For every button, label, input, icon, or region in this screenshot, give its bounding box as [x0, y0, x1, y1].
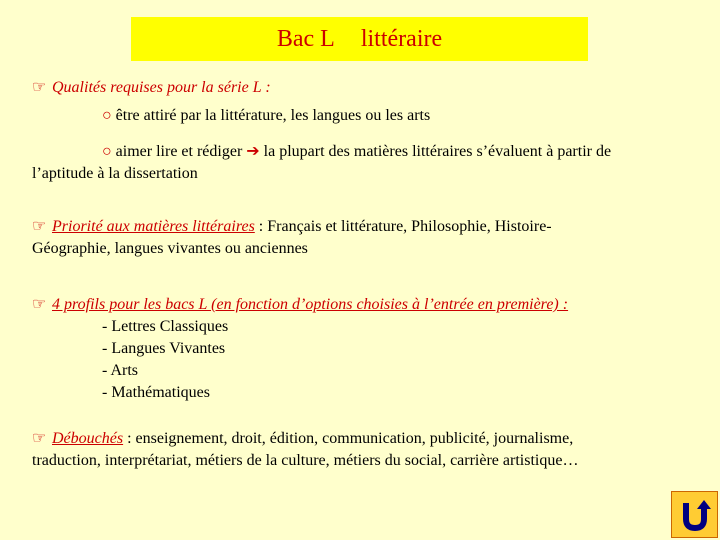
profils-heading: 4 profils pour les bacs L (en fonction d’options choisies à l’entrée en première) : [52, 296, 569, 313]
title-part-1: Bac L [276, 25, 335, 52]
circle-bullet-icon: ○ [102, 143, 112, 160]
list-item: - Arts [102, 362, 138, 379]
pointing-hand-icon: ☞ [32, 79, 47, 96]
list-item: - Langues Vivantes [102, 340, 226, 357]
arrow-right-icon: ➔ [246, 143, 260, 160]
qualites-item-2-end: la plupart des matières littéraires s’évaluent à partir de [263, 143, 612, 160]
list-item: - Mathématiques [102, 384, 210, 401]
debouches-text: : enseignement, droit, édition, communication, publicité, journalisme, [123, 430, 574, 447]
qualites-item-2-continuation: l’aptitude à la dissertation [32, 165, 198, 182]
qualites-heading: Qualités requises pour la série L : [52, 79, 271, 96]
section-debouches [32, 428, 692, 472]
section-priorite [32, 216, 692, 260]
list-item [32, 105, 692, 127]
pointing-hand-icon: ☞ [32, 296, 47, 313]
section-profils [32, 294, 692, 404]
circle-bullet-icon: ○ [102, 107, 112, 124]
home-u-turn-icon [677, 497, 713, 533]
priorite-continuation: Géographie, langues vivantes ou anciennes [32, 240, 308, 257]
qualites-item-1: être attiré par la littérature, les langues ou les arts [115, 107, 431, 124]
list-item: - Lettres Classiques [102, 318, 229, 335]
home-button[interactable] [671, 491, 718, 538]
section-qualites [32, 77, 692, 185]
pointing-hand-icon: ☞ [32, 430, 47, 447]
debouches-heading: Débouchés [52, 430, 124, 447]
qualites-item-2-start: aimer lire et rédiger [115, 143, 243, 160]
title-part-2: littéraire [360, 25, 443, 52]
priorite-heading: Priorité aux matières littéraires [52, 218, 255, 235]
debouches-continuation: traduction, interprétariat, métiers de la culture, métiers du social, carrière artistique… [32, 452, 579, 469]
list-item [32, 141, 692, 163]
page-title [131, 17, 588, 61]
priorite-text: : Français et littérature, Philosophie, Histoire- [254, 218, 552, 235]
pointing-hand-icon: ☞ [32, 218, 47, 235]
